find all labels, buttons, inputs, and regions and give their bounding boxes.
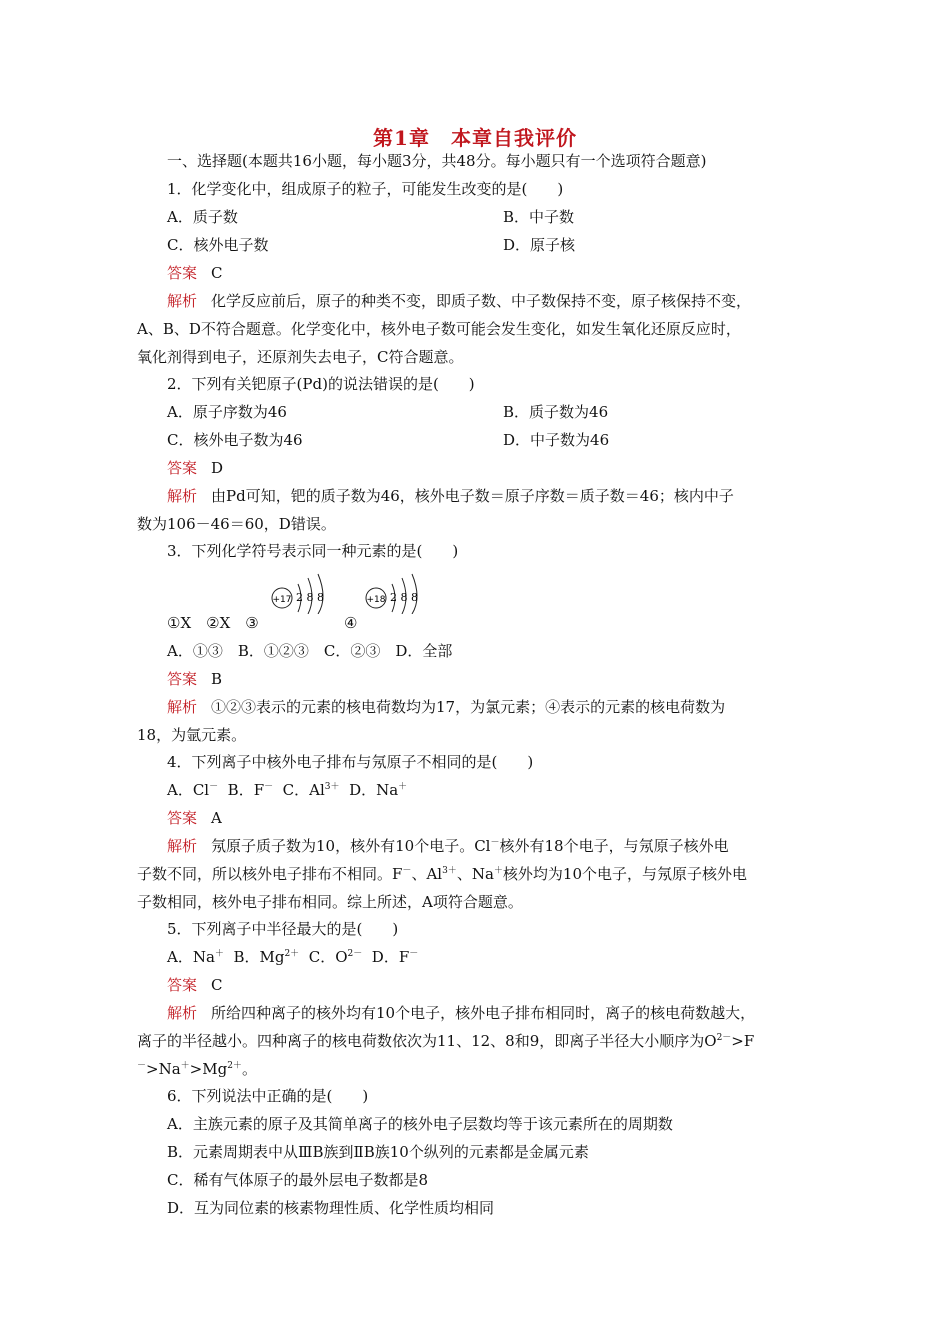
q5-answer: 答案 C	[167, 976, 223, 994]
atom-structure-diagram-17	[266, 570, 342, 614]
q3-stem: 3．下列化学符号表示同一种元素的是( )	[167, 542, 459, 560]
answer-label: 答案	[167, 459, 198, 477]
q3-analysis-line1: 解析 ①②③表示的元素的核电荷数均为17，为氯元素；④表示的元素的核电荷数为	[167, 698, 726, 716]
answer-label: 答案	[167, 264, 198, 282]
q2-answer: 答案 D	[167, 459, 224, 477]
answer-label: 答案	[167, 976, 198, 994]
answer-label: 答案	[167, 670, 198, 688]
q6-option-a: A．主族元素的原子及其简单离子的核外电子层数均等于该元素所在的周期数	[167, 1115, 673, 1133]
q1-option-d: D．原子核	[503, 236, 576, 254]
analysis-label: 解析	[167, 487, 198, 505]
q2-analysis-line1: 解析 由Pd可知，钯的质子数为46，核外电子数＝原子序数＝质子数＝46；核内中子	[167, 487, 734, 505]
q2-option-c: C．核外电子数为46	[167, 431, 303, 449]
q1-answer-value: C	[211, 264, 223, 282]
q4-stem: 4．下列离子中核外电子排布与氖原子不相同的是( )	[167, 753, 534, 771]
page-title: 第1章 本章自我评价	[373, 126, 577, 150]
q4-answer: 答案 A	[167, 809, 222, 827]
q3-item4: ④	[344, 614, 358, 632]
q6-option-c: C．稀有气体原子的最外层电子数都是8	[167, 1171, 429, 1189]
q4-analysis-line1: 解析 氖原子质子数为10，核外有10个电子。Cl－核外有18个电子，与氖原子核外电	[167, 837, 729, 855]
analysis-label: 解析	[167, 698, 198, 716]
q2-option-b: B．质子数为46	[503, 403, 609, 421]
q4-analysis-line3: 子数相同，核外电子排布相同。综上所述，A项符合题意。	[137, 893, 523, 911]
analysis-label: 解析	[167, 837, 198, 855]
q4-options: A．Cl－ B．F－ C．$Al^{3+}$ D．Na＋	[167, 781, 408, 799]
q1-answer	[167, 262, 223, 284]
q5-stem: 5．下列离子中半径最大的是( )	[167, 920, 399, 938]
q5-analysis-line3: $^->Na^+>Mg^{2+}$。	[137, 1060, 257, 1078]
q4-analysis-line2: 子数不同，所以核外电子排布不相同。F－、$Al^{3+}$、Na＋核外均为10个电子，与氖原子核外电	[137, 865, 747, 883]
q1-option-c: C．核外电子数	[167, 236, 269, 254]
q3-items: ①X ②X ③	[167, 614, 259, 632]
nucleus-charge: +18	[366, 595, 386, 605]
q1-analysis-line3: 氧化剂得到电子，还原剂失去电子，C符合题意。	[137, 348, 464, 366]
q1-analysis-line2: A、B、D不符合题意。化学变化中，核外电子数可能会发生变化，如发生氧化还原反应时，	[137, 320, 741, 338]
q3-options: A．①③ B．①②③ C．②③ D．全部	[167, 642, 453, 660]
section-heading: 一、选择题(本题共16小题，每小题3分，共48分。每小题只有一个选项符合题意)	[167, 152, 707, 170]
atom-structure-diagram-18	[360, 570, 436, 614]
q3-answer: 答案 B	[167, 670, 223, 688]
answer-label: 答案	[167, 809, 198, 827]
q2-option-d: D．中子数为46	[503, 431, 610, 449]
q2-analysis-line2: 数为106－46＝60，D错误。	[137, 515, 336, 533]
q5-options: A．Na＋ B．$Mg^{2+}$ C．$O^{2-}$ D．F－	[167, 948, 419, 966]
q5-analysis-line1: 解析 所给四种离子的核外均有10个电子，核外电子排布相同时，离子的核电荷数越大，	[167, 1004, 756, 1022]
nucleus-charge: +17	[272, 595, 292, 605]
q1-stem: 1．化学变化中，组成原子的粒子，可能发生改变的是( )	[167, 180, 564, 198]
q1-option-b: B．中子数	[503, 208, 575, 226]
analysis-label: 解析	[167, 292, 198, 310]
shell-electrons: 2 8 8	[296, 591, 324, 604]
q6-option-d: D．互为同位素的核素物理性质、化学性质均相同	[167, 1199, 495, 1217]
analysis-label: 解析	[167, 1004, 198, 1022]
q1-option-a: A．质子数	[167, 208, 238, 226]
q2-stem: 2．下列有关钯原子(Pd)的说法错误的是( )	[167, 375, 475, 393]
q2-option-a: A．原子序数为46	[167, 403, 287, 421]
q6-stem: 6．下列说法中正确的是( )	[167, 1087, 369, 1105]
shell-electrons: 2 8 8	[390, 591, 418, 604]
q3-analysis-line2: 18，为氩元素。	[137, 726, 247, 744]
q5-analysis-line2: 离子的半径越小。四种离子的核电荷数依次为11、12、8和9，即离子半径大小顺序为$O^{2-}>F$	[137, 1032, 755, 1050]
q1-analysis-line1: 解析 化学反应前后，原子的种类不变，即质子数、中子数保持不变，原子核保持不变，	[167, 292, 752, 310]
q6-option-b: B．元素周期表中从ⅢB族到ⅡB族10个纵列的元素都是金属元素	[167, 1143, 589, 1161]
